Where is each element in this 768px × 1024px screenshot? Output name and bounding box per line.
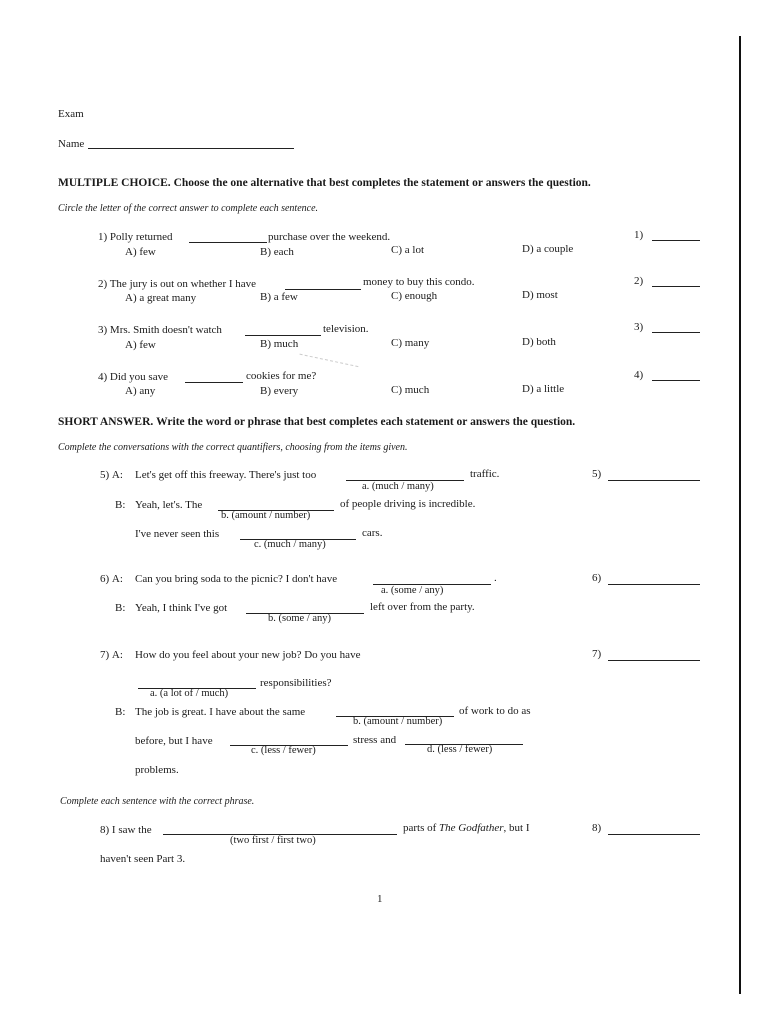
exam-label: Exam [58, 108, 84, 120]
q4-option-b[interactable]: B) every [260, 385, 299, 397]
q5-a-text: Let's get off this freeway. There's just too [135, 469, 317, 481]
q6-b-after: left over from the party. [370, 601, 475, 613]
q7-answer-number: 7) [592, 648, 602, 660]
scan-smudge [300, 344, 361, 367]
q4-option-a[interactable]: A) any [125, 385, 156, 397]
page-number: 1 [377, 893, 383, 905]
q7-b-after: of work to do as [459, 705, 531, 717]
q4-stem-after: cookies for me? [246, 370, 317, 382]
q2-answer-blank[interactable] [652, 286, 700, 287]
q2-answer-number: 2) [634, 275, 644, 287]
q3-option-b[interactable]: B) much [260, 338, 299, 350]
q7-b-choice: b. (amount / number) [353, 716, 443, 727]
q1-answer-number: 1) [634, 229, 644, 241]
mc-subinstruction: Circle the letter of the correct answer to complete each sentence. [58, 203, 319, 214]
q2-option-c[interactable]: C) enough [391, 290, 438, 302]
q5-b-text: Yeah, let's. The [135, 499, 203, 511]
q4-stem-before: 4) Did you save [98, 371, 168, 383]
q8-line2: haven't seen Part 3. [100, 853, 186, 865]
q5-b-after: of people driving is incredible. [340, 498, 476, 510]
q6-answer-blank[interactable] [608, 584, 700, 585]
q8-before: 8) I saw the [100, 824, 152, 836]
sa-heading-line [58, 417, 575, 429]
q7-answer-blank[interactable] [608, 660, 700, 661]
q6-a-after: . [494, 572, 497, 584]
q8-mid: parts of [403, 822, 437, 834]
q8-answer-blank[interactable] [608, 834, 700, 835]
q7-speaker-a: A: [111, 649, 123, 661]
q3-stem-after: television. [323, 323, 369, 335]
q5-a-after: traffic. [470, 468, 500, 480]
sa-heading: SHORT ANSWER. [58, 416, 154, 428]
q2-option-b[interactable]: B) a few [260, 291, 298, 303]
name-field[interactable] [88, 148, 294, 149]
q5-speaker-b: B: [115, 499, 126, 511]
q5-c-after: cars. [362, 527, 383, 539]
q6-speaker-a: A: [111, 573, 123, 585]
q2-blank[interactable] [285, 289, 361, 290]
q1-blank[interactable] [189, 242, 267, 243]
q6-speaker-b: B: [115, 602, 126, 614]
mc-heading-line [58, 178, 591, 190]
q6-label: 6) A: [100, 573, 123, 585]
mc-heading: MULTIPLE CHOICE. [58, 177, 171, 189]
q4-option-d[interactable]: D) a little [522, 383, 565, 395]
q6-a-text: Can you bring soda to the picnic? I don't have [135, 573, 338, 585]
q2-stem-before: 2) The jury is out on whether I have [98, 278, 257, 290]
q7-c-choice: c. (less / fewer) [251, 745, 316, 756]
q2-option-a[interactable]: A) a great many [125, 292, 197, 304]
q4-answer-blank[interactable] [652, 380, 700, 381]
q5-c-choice: c. (much / many) [254, 539, 326, 550]
q8-film-title: The Godfather [439, 822, 504, 834]
q7-end-text: problems. [135, 764, 179, 776]
q2-option-d[interactable]: D) most [522, 289, 558, 301]
q1-answer-blank[interactable] [652, 240, 700, 241]
q5-speaker-a: A: [111, 469, 123, 481]
q7-a-text: How do you feel about your new job? Do you have [135, 649, 361, 661]
name-label: Name [58, 138, 85, 150]
q6-b-choice: b. (some / any) [268, 613, 331, 624]
q8-after-line [403, 823, 530, 834]
q7-a-choice: a. (a lot of / much) [150, 688, 229, 699]
q5-b-choice: b. (amount / number) [221, 510, 311, 521]
q6-b-text: Yeah, I think I've got [135, 602, 228, 614]
q3-blank[interactable] [245, 335, 321, 336]
q7-c-text: before, but I have [135, 735, 213, 747]
sa-subinstruction-2: Complete each sentence with the correct phrase. [60, 796, 255, 807]
q5-a-choice: a. (much / many) [362, 481, 434, 492]
q7-a2-after: responsibilities? [260, 677, 332, 689]
q5-answer-number: 5) [592, 468, 602, 480]
sa-instruction: Write the word or phrase that best completes each statement or answers the question. [156, 416, 576, 428]
q7-c-mid: stress and [353, 734, 397, 746]
q6-answer-number: 6) [592, 572, 602, 584]
q3-option-a[interactable]: A) few [125, 339, 156, 351]
q5-answer-blank[interactable] [608, 480, 700, 481]
q1-stem-after: purchase over the weekend. [268, 231, 391, 243]
q2-stem-after: money to buy this condo. [363, 276, 475, 288]
q8-choice: (two first / first two) [230, 835, 316, 846]
q4-option-c[interactable]: C) much [391, 384, 430, 396]
q4-answer-number: 4) [634, 369, 644, 381]
q4-blank[interactable] [185, 382, 243, 383]
q8-after: , but I [503, 822, 530, 834]
q7-d-choice: d. (less / fewer) [427, 744, 493, 755]
q7-label: 7) A: [100, 649, 123, 661]
q7-speaker-b: B: [115, 706, 126, 718]
q3-stem-before: 3) Mrs. Smith doesn't watch [98, 324, 222, 336]
page-edge-line [739, 36, 741, 994]
sa-subinstruction: Complete the conversations with the correct quantifiers, choosing from the items given. [58, 442, 408, 453]
q1-option-c[interactable]: C) a lot [391, 244, 424, 256]
q7-b-text: The job is great. I have about the same [135, 706, 306, 718]
q3-option-d[interactable]: D) both [522, 336, 556, 348]
q1-option-b[interactable]: B) each [260, 246, 294, 258]
q1-option-d[interactable]: D) a couple [522, 243, 574, 255]
mc-instruction: Choose the one alternative that best completes the statement or answers the question. [173, 177, 591, 189]
q1-stem-before: 1) Polly returned [98, 231, 173, 243]
q3-answer-blank[interactable] [652, 332, 700, 333]
q1-option-a[interactable]: A) few [125, 246, 156, 258]
q6-a-choice: a. (some / any) [381, 585, 444, 596]
q3-answer-number: 3) [634, 321, 644, 333]
q5-c-text: I've never seen this [135, 528, 220, 540]
q5-label: 5) A: [100, 469, 123, 481]
q3-option-c[interactable]: C) many [391, 337, 430, 349]
q8-answer-number: 8) [592, 822, 602, 834]
